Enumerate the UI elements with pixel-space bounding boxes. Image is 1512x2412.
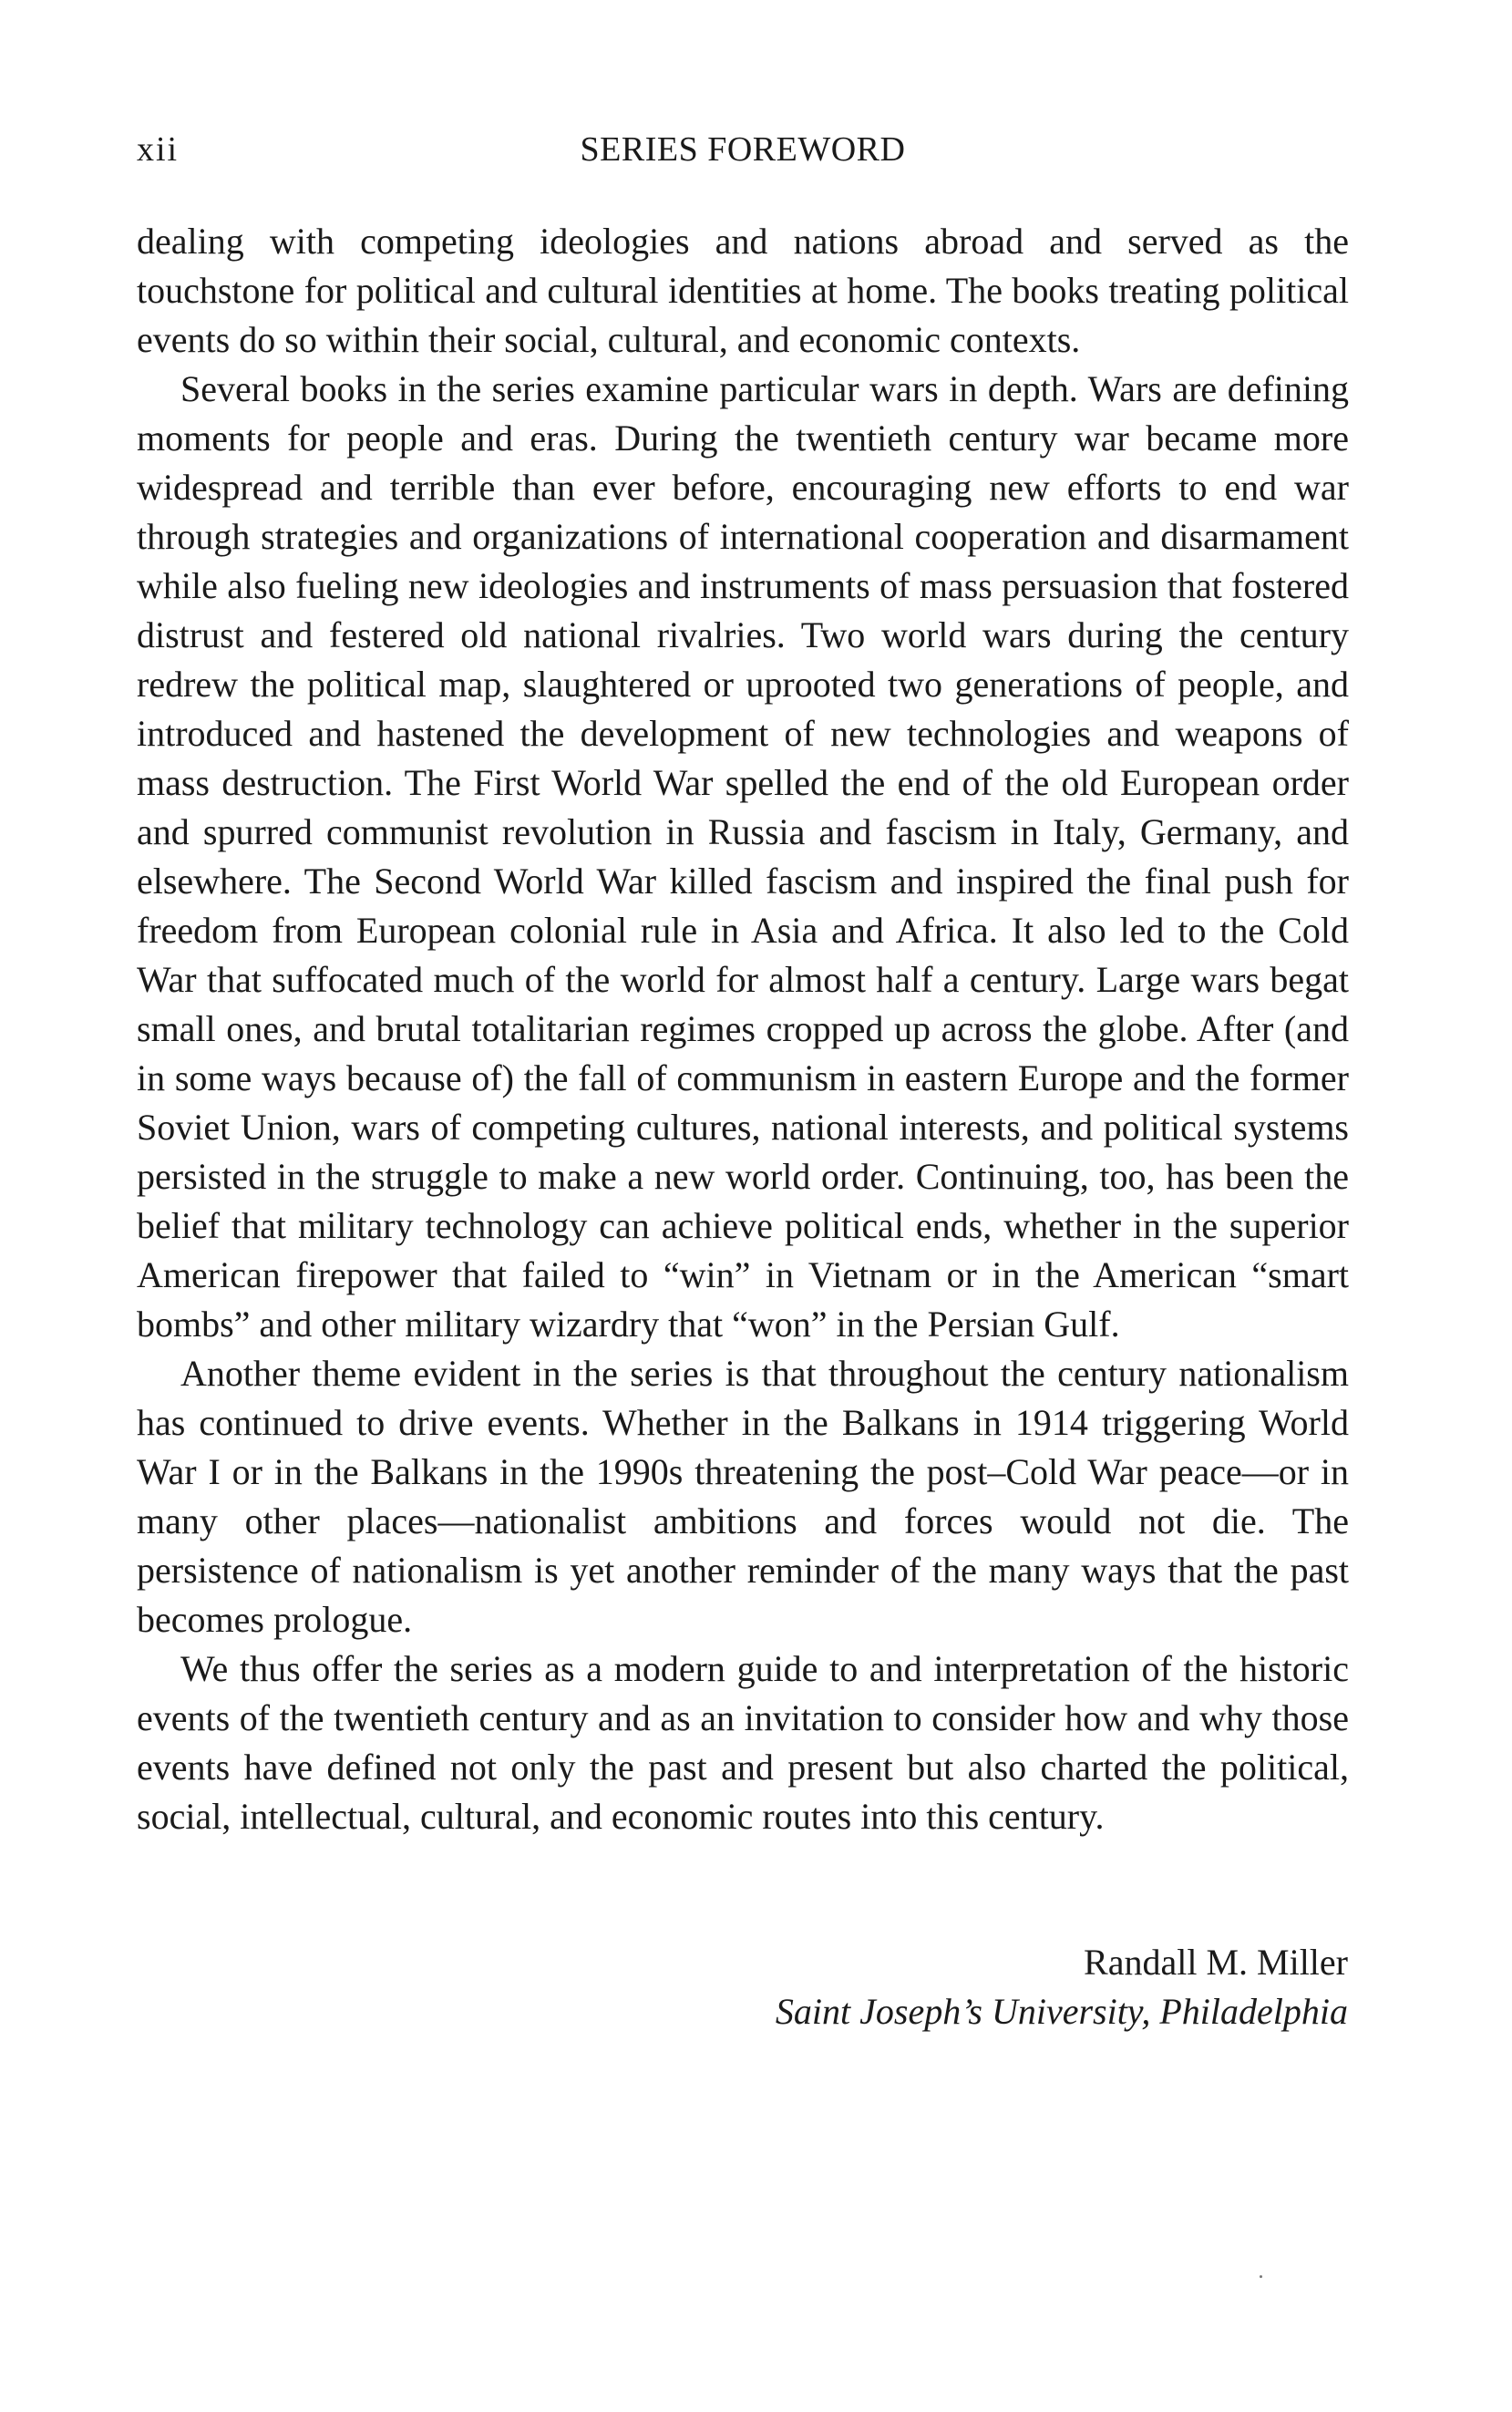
author-name: Randall M. Miller bbox=[1084, 1942, 1348, 1983]
paragraph-2: Several books in the series examine particular wars in depth. Wars are defining moments for people and eras. During the twentieth century war became more widespread and terrible than ever before, encouraging new efforts to end war through strategies and organizations of international cooperation and disarmament while also fueling new ideologies and instruments of mass persuasion that fostered distrust and festered old national rivalries. Two world wars during the century redrew the political map, slaughtered or uprooted two generations of people, and introduced and hastened the development of new technologies and weapons of mass destruction. The First World War spelled the end of the old European order and spurred communist revolution in Russia and fascism in Italy, Germany, and elsewhere. The Second World War killed fascism and inspired the final push for freedom from European colonial rule in Asia and Africa. It also led to the Cold War that suffocated much of the world for almost half a century. Large wars begat small ones, and brutal totalitarian regimes cropped up across the globe. After (and in some ways because of) the fall of communism in eastern Europe and the former Soviet Union, wars of competing cultures, national interests, and political systems persisted in the struggle to make a new world order. Continuing, too, has been the belief that military technology can achieve political ends, whether in the superior American firepower that failed to “win” in Vietnam or in the American “smart bombs” and other military wizardry that “won” in the Persian Gulf. bbox=[137, 368, 1349, 1345]
running-head bbox=[137, 128, 1349, 171]
page-number: xii bbox=[137, 130, 180, 169]
body-text bbox=[137, 217, 1349, 1841]
paragraph-3: Another theme evident in the series is that throughout the century nationalism has continued to drive events. Whether in the Balkans in 1914 triggering World War I or in the Balkans in the 1990s threatening the post–Cold War peace—or in many other places—nationalist ambitions and forces would not die. The persistence of nationalism is yet another reminder of the many ways that the past becomes prologue. bbox=[137, 1353, 1349, 1640]
scan-speck bbox=[1260, 2275, 1262, 2278]
paragraph-1: dealing with competing ideologies and nations abroad and served as the touchstone for political and cultural identities at home. The books treating political events do so within their social, cultural, and economic contexts. bbox=[137, 221, 1349, 360]
author-affiliation: Saint Joseph’s University, Philadelphia bbox=[775, 1991, 1348, 2032]
signature-block bbox=[776, 1938, 1348, 2036]
paragraph-4: We thus offer the series as a modern guide to and interpretation of the historic events of the twentieth century and as an invitation to consider how and why those events have defined not only the past and present but also charted the political, social, intellectual, cultural, and economic routes into this century. bbox=[137, 1648, 1349, 1837]
running-head-title: SERIES FOREWORD bbox=[580, 130, 906, 169]
